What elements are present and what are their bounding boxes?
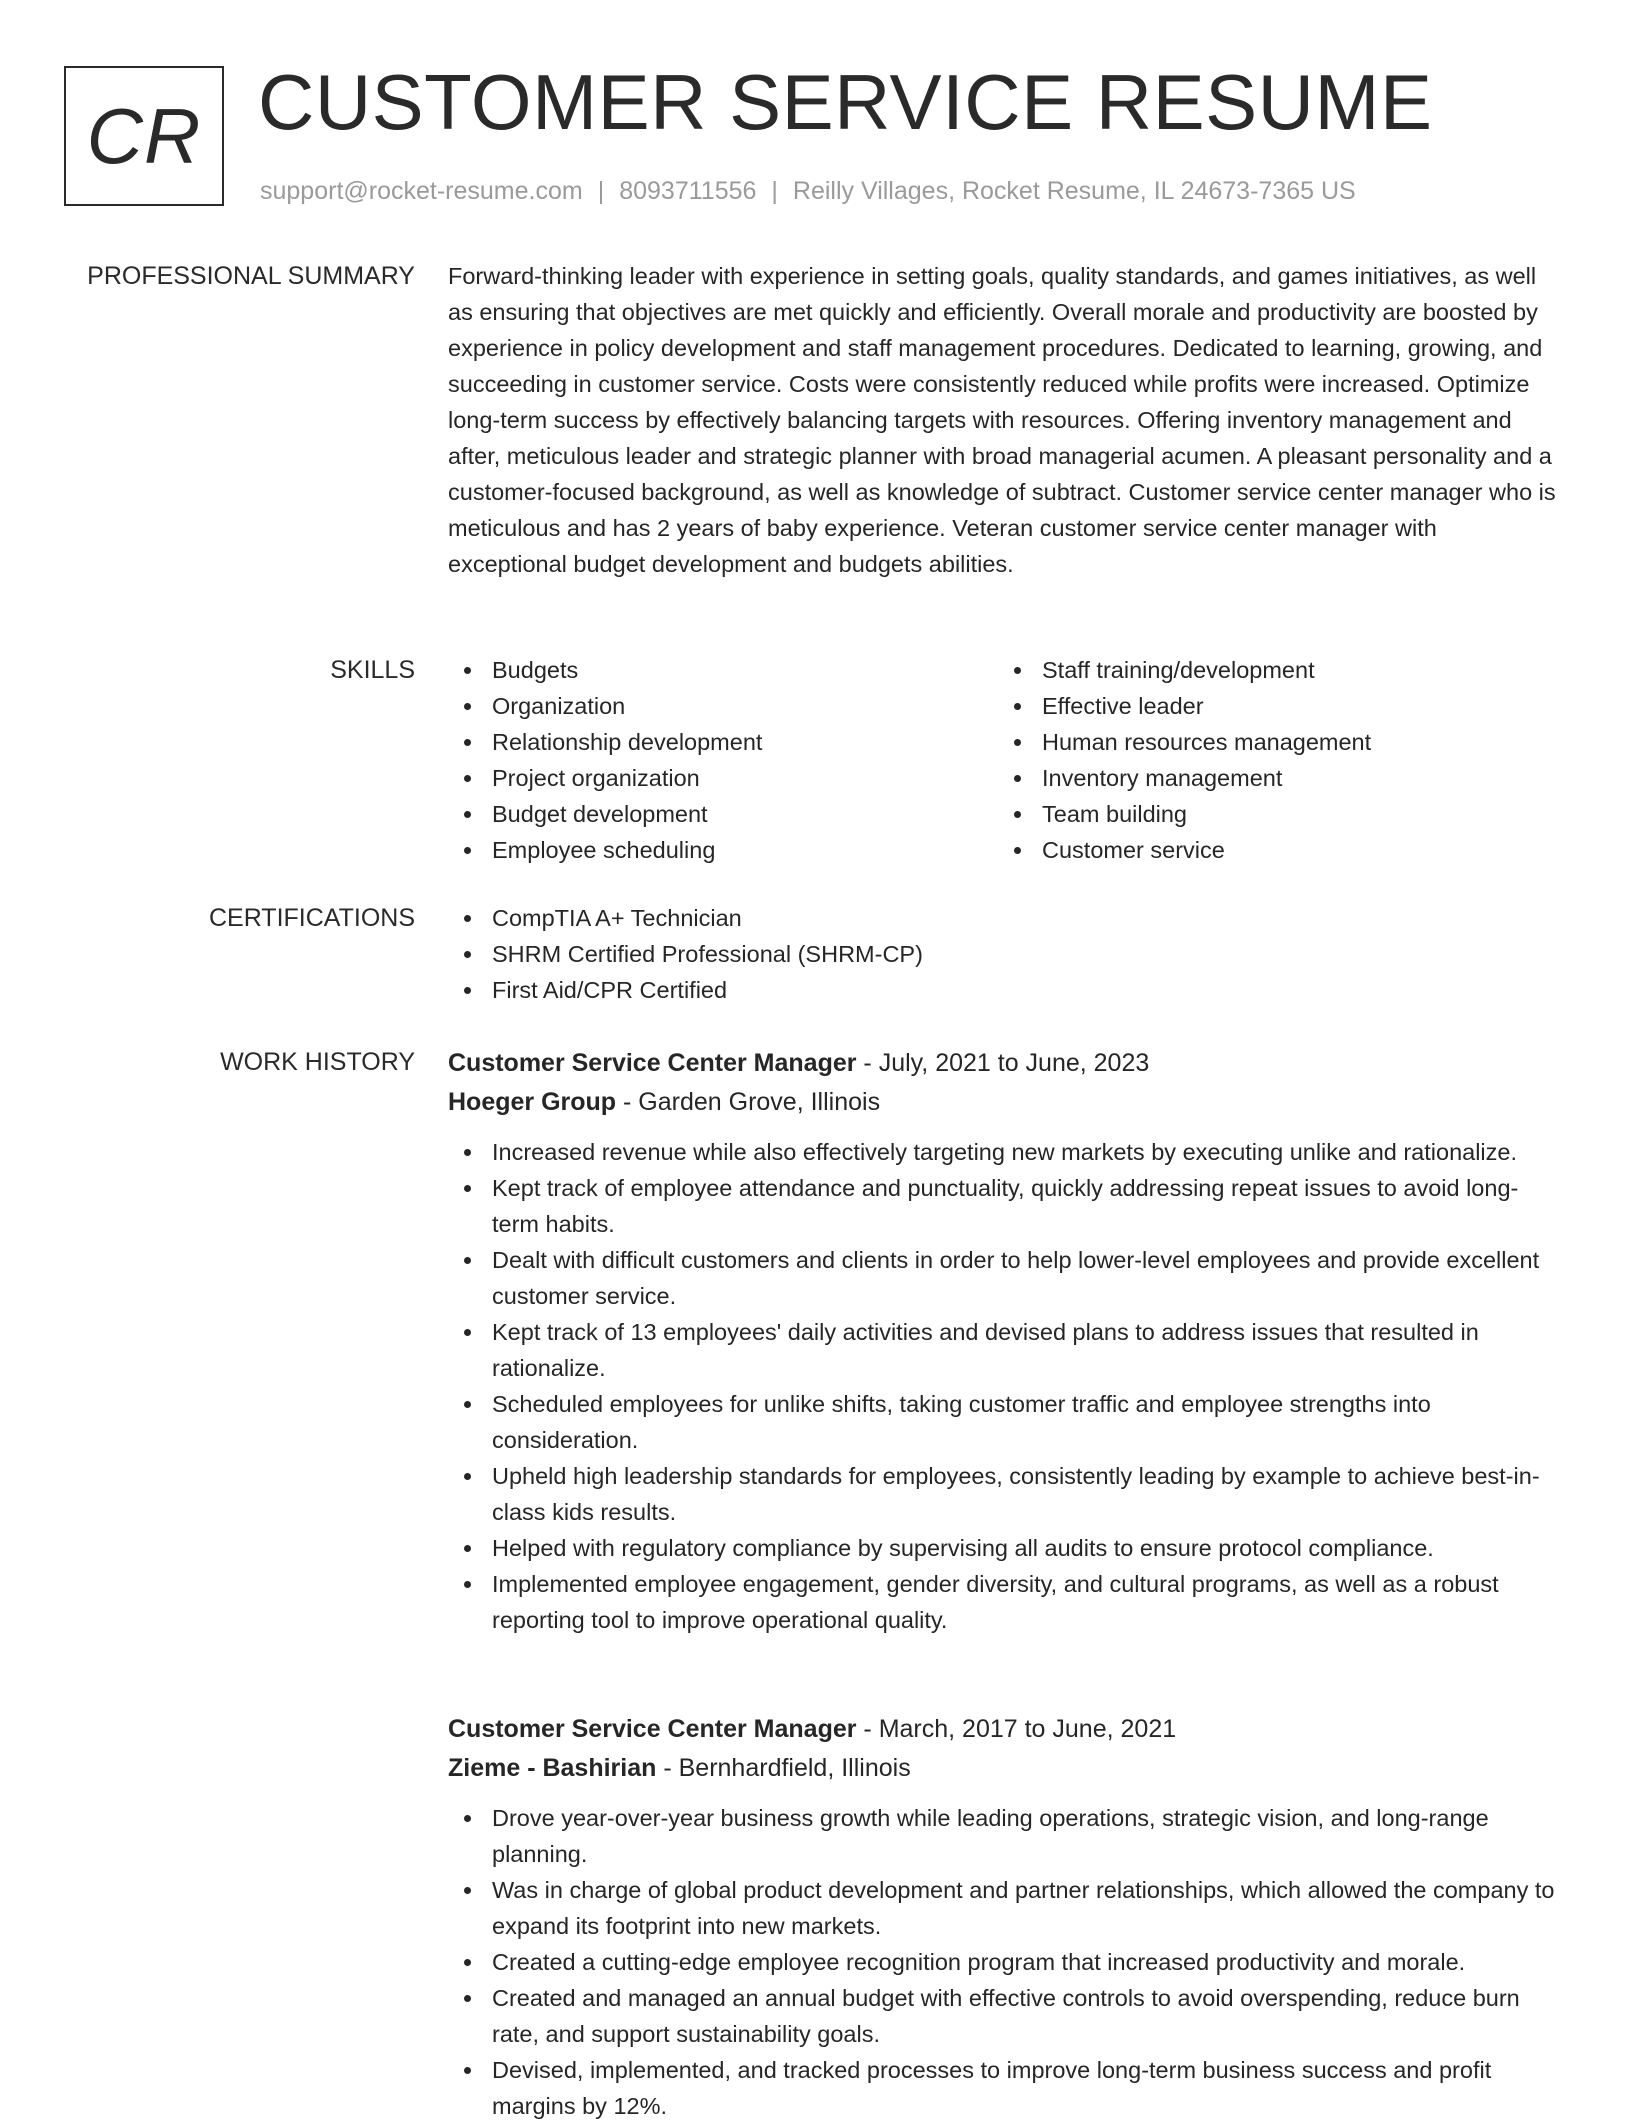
job-company-line (448, 1748, 1560, 1788)
job-location: - Bernhardfield, Illinois (656, 1754, 911, 1782)
job-bullet: Created a cutting-edge employee recognition program that increased productivity and morale. (448, 1944, 1560, 1980)
job-company: Hoeger Group (448, 1088, 617, 1116)
section-heading-certifications: CERTIFICATIONS (208, 904, 415, 932)
skills-list-right (998, 652, 1548, 868)
skill-item: Inventory management (998, 760, 1548, 796)
section-heading-summary: PROFESSIONAL SUMMARY (87, 262, 415, 290)
contact-line (260, 174, 1356, 208)
section-heading-skills: SKILLS (330, 656, 415, 684)
job-title: Customer Service Center Manager (448, 1715, 857, 1743)
skill-item: Organization (448, 688, 998, 724)
certification-item: CompTIA A+ Technician (448, 900, 1560, 936)
job-bullet: Dealt with difficult customers and clients in order to help lower-level employees and provide excellent customer service. (448, 1242, 1560, 1314)
job-entry (448, 1710, 1560, 2124)
resume-title: CUSTOMER SERVICE RESUME (258, 58, 1433, 146)
skill-item: Project organization (448, 760, 998, 796)
job-bullets (448, 1800, 1560, 2124)
skill-item: Team building (998, 796, 1548, 832)
job-bullet: Drove year-over-year business growth while leading operations, strategic vision, and long-range planning. (448, 1800, 1560, 1872)
contact-address: Reilly Villages, Rocket Resume, IL 24673-7365 US (792, 177, 1356, 205)
contact-phone[interactable]: 8093711556 (619, 177, 757, 205)
job-bullet: Kept track of 13 employees' daily activities and devised plans to address issues that resulted in rationalize. (448, 1314, 1560, 1386)
skill-item: Staff training/development (998, 652, 1548, 688)
job-location: - Garden Grove, Illinois (616, 1088, 881, 1116)
job-bullet: Scheduled employees for unlike shifts, taking customer traffic and employee strengths into consideration. (448, 1386, 1560, 1458)
skill-item: Budget development (448, 796, 998, 832)
certification-item: SHRM Certified Professional (SHRM-CP) (448, 936, 1560, 972)
section-heading-work-history: WORK HISTORY (220, 1048, 415, 1076)
job-title-line (448, 1044, 1560, 1082)
job-entry (448, 1044, 1560, 1638)
job-bullet: Helped with regulatory compliance by supervising all audits to ensure protocol compliance. (448, 1530, 1560, 1566)
job-dates: - March, 2017 to June, 2021 (856, 1715, 1177, 1743)
job-bullets (448, 1134, 1560, 1638)
job-title-line (448, 1710, 1560, 1748)
job-bullet: Upheld high leadership standards for employees, consistently leading by example to achieve best-in-class kids results. (448, 1458, 1560, 1530)
job-bullet: Implemented employee engagement, gender diversity, and cultural programs, as well as a robust reporting tool to improve operational quality. (448, 1566, 1560, 1638)
contact-separator: | (597, 177, 605, 205)
skill-item: Employee scheduling (448, 832, 998, 868)
summary-text: Forward-thinking leader with experience in setting goals, quality standards, and games initiatives, as well as ensuring that objectives are met quickly and efficiently. Overall morale and productivity are boosted by experience in policy development and staff management procedures. Dedicated to learning, growing, and succeeding in customer service. Costs were consistently reduced while profits were increased. Optimize long-term success by effectively balancing targets with resources. Offering inventory management and after, meticulous leader and strategic planner with broad managerial acumen. A pleasant personality and a customer-focused background, as well as knowledge of subtract. Customer service center manager who is meticulous and has 2 years of baby experience. Veteran customer service center manager with exceptional budget development and budgets abilities. (448, 263, 1556, 577)
certifications-list (448, 900, 1560, 1008)
skill-item: Effective leader (998, 688, 1548, 724)
skill-item: Relationship development (448, 724, 998, 760)
contact-email[interactable]: support@rocket-resume.com (260, 177, 583, 205)
job-bullet: Was in charge of global product development and partner relationships, which allowed the company to expand its footprint into new markets. (448, 1872, 1560, 1944)
skills-list-left (448, 652, 998, 868)
job-bullet: Kept track of employee attendance and punctuality, quickly addressing repeat issues to avoid long-term habits. (448, 1170, 1560, 1242)
skill-item: Human resources management (998, 724, 1548, 760)
job-company-line (448, 1082, 1560, 1122)
job-bullet: Increased revenue while also effectively targeting new markets by executing unlike and rationalize. (448, 1134, 1560, 1170)
job-dates: - July, 2021 to June, 2023 (856, 1049, 1150, 1077)
job-bullet: Created and managed an annual budget with effective controls to avoid overspending, reduce burn rate, and support sustainability goals. (448, 1980, 1560, 2052)
certification-item: First Aid/CPR Certified (448, 972, 1560, 1008)
job-company: Zieme - Bashirian (448, 1754, 657, 1782)
job-title: Customer Service Center Manager (448, 1049, 857, 1077)
monogram-logo (64, 66, 224, 206)
contact-separator: | (771, 177, 778, 205)
job-bullet: Devised, implemented, and tracked processes to improve long-term business success and profit margins by 12%. (448, 2052, 1560, 2124)
skill-item: Customer service (998, 832, 1548, 868)
monogram-text: CR (86, 91, 202, 180)
skill-item: Budgets (448, 652, 998, 688)
